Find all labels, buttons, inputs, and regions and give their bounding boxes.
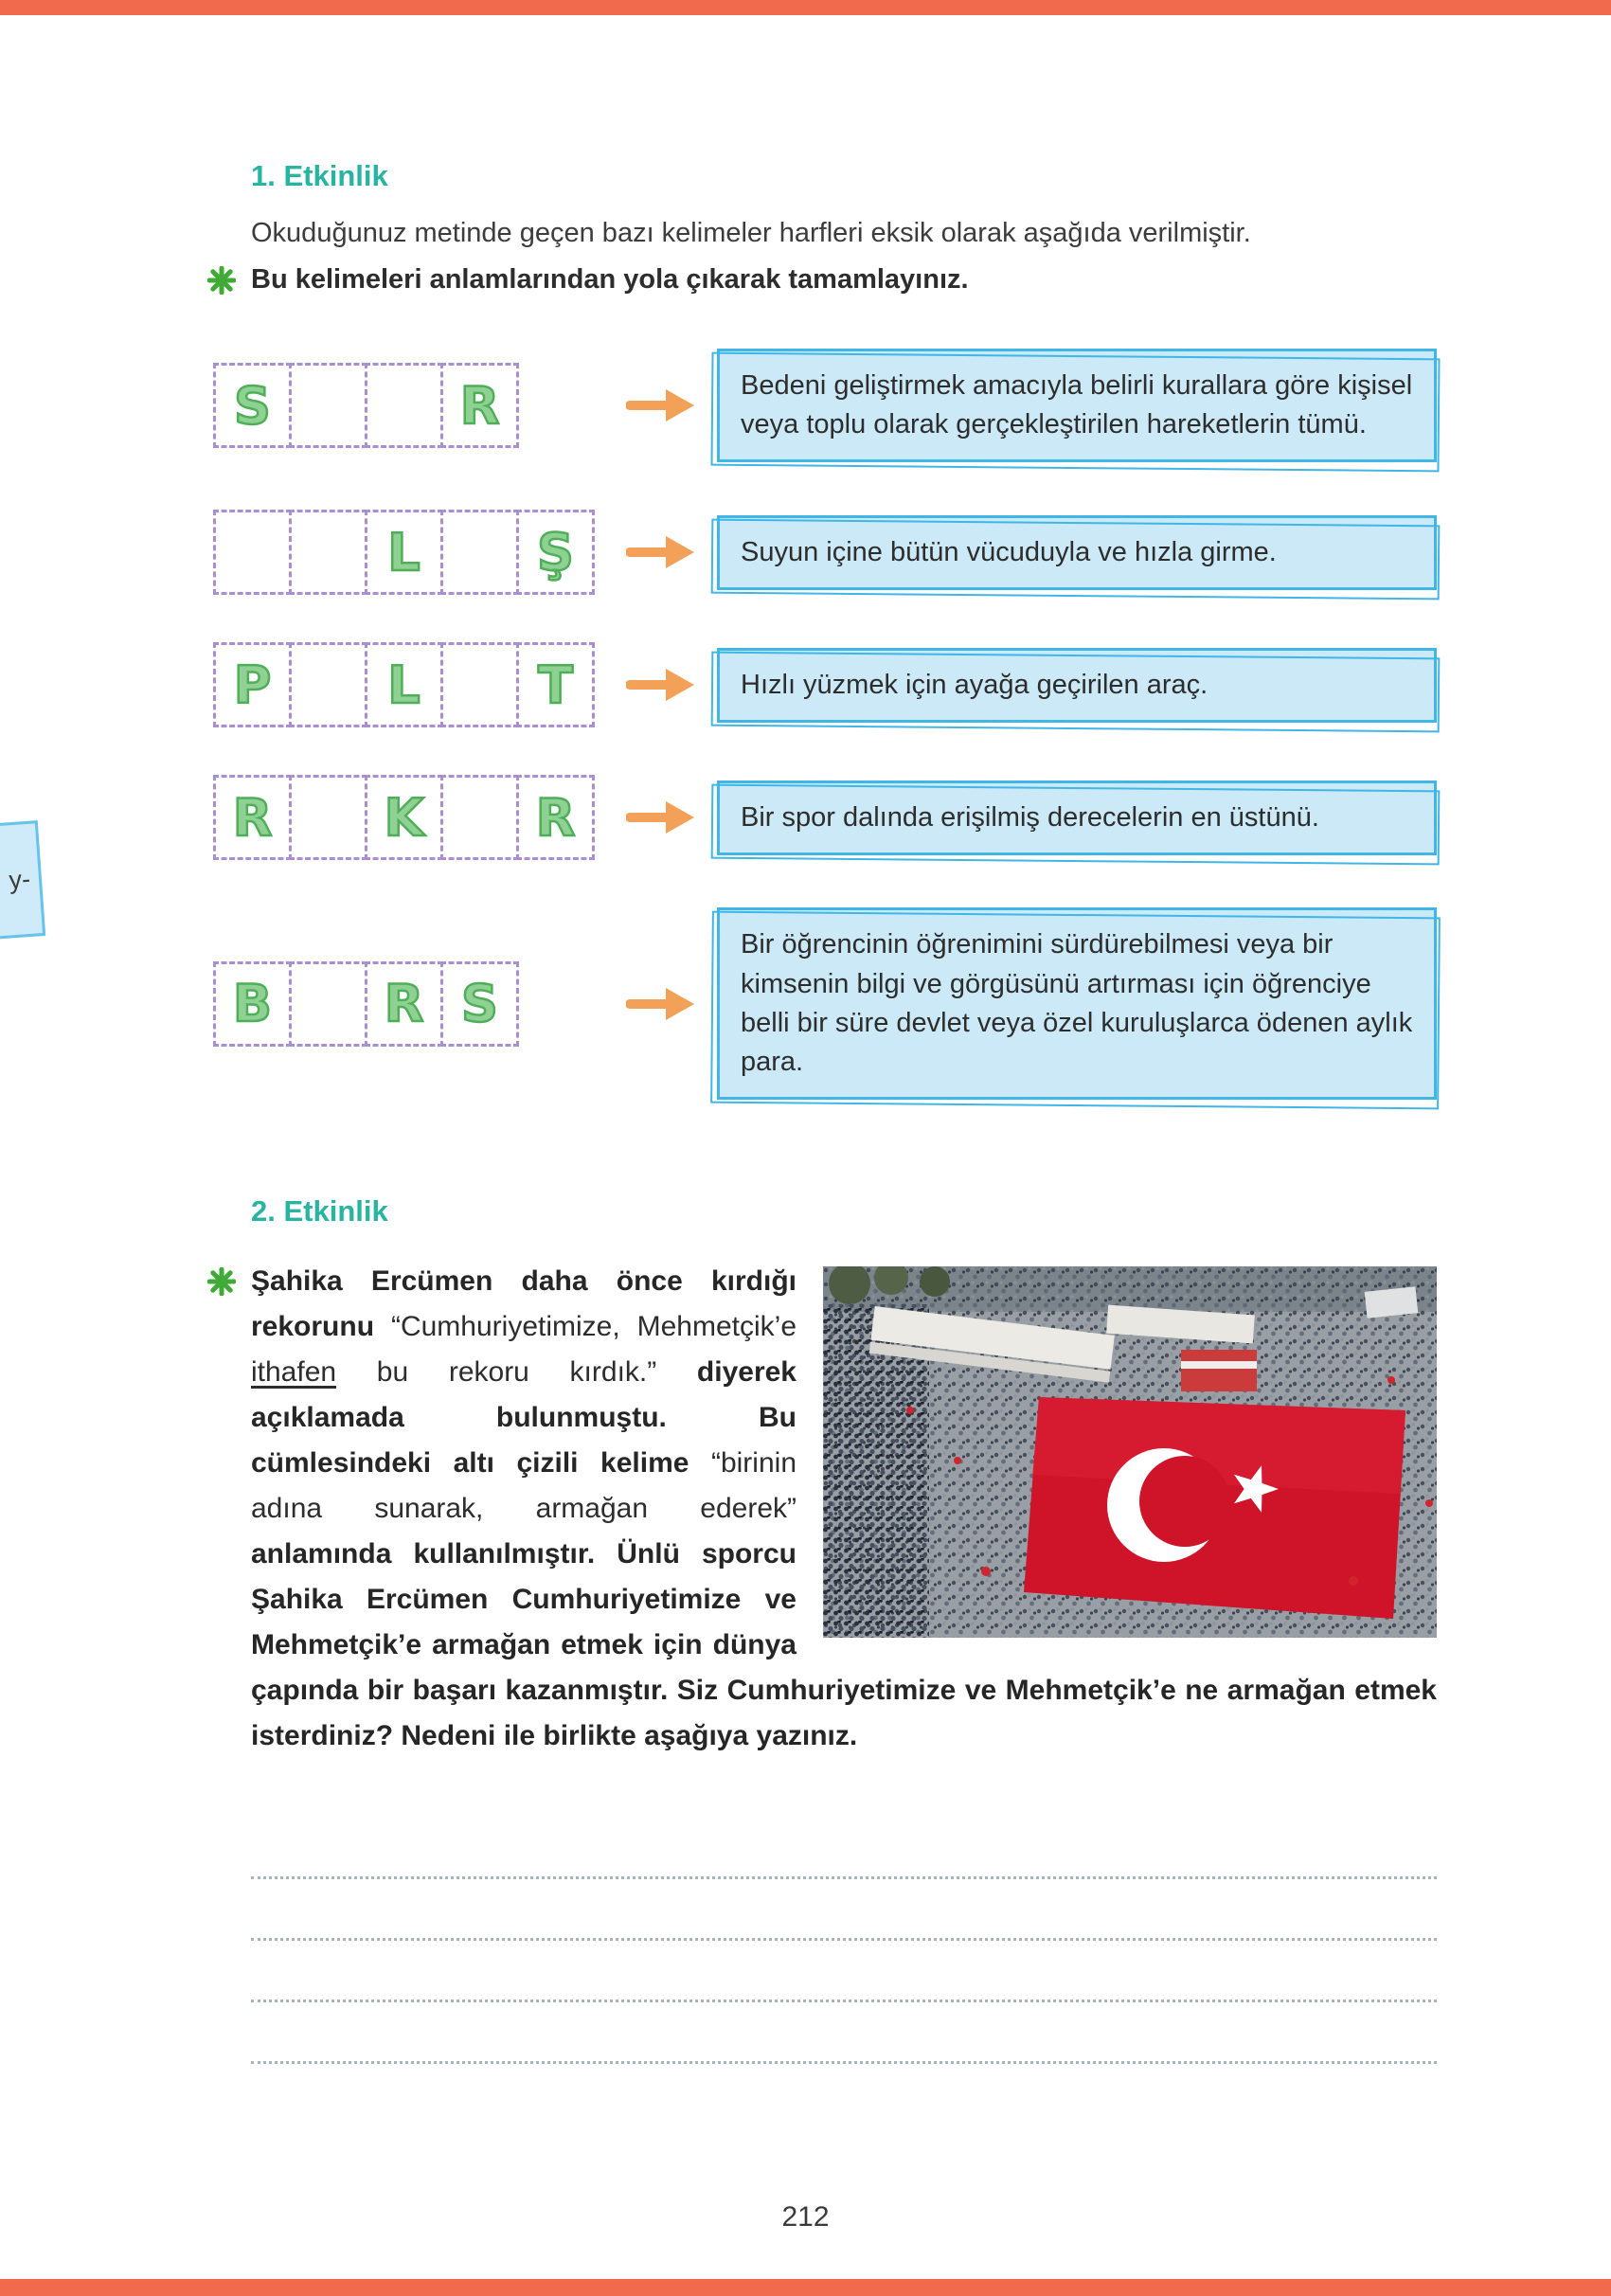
answer-area — [251, 1818, 1437, 2064]
arrow-icon — [626, 982, 696, 1026]
arrow-icon — [626, 530, 696, 574]
paragraph-segment-underlined: ithafen — [251, 1356, 337, 1389]
answer-line[interactable] — [251, 2002, 1437, 2064]
paragraph-segment: “Cumhuriyetimize, Mehmetçik’e — [390, 1311, 797, 1343]
activity2-section — [213, 1194, 1437, 2064]
activity1-intro: Okuduğunuz metinde geçen bazı kelimeler harfleri eksik olarak aşağıda verilmiştir. — [251, 218, 1251, 248]
answer-line[interactable] — [251, 1818, 1437, 1879]
definition-box: Bir öğrencinin öğrenimini sürdürebilmesi veya bir kimsenin bilgi ve görgüsünü artırması için öğrenciye belli bir süre devlet veya özel kuruluşlarca ödenen aylık para. — [717, 907, 1437, 1100]
letter-boxes — [213, 363, 519, 448]
letter-cell-blank[interactable] — [213, 510, 292, 595]
letter-cell-blank[interactable] — [440, 510, 519, 595]
letter-cell: Ş — [516, 510, 595, 595]
letter-cell: L — [365, 510, 443, 595]
letter-boxes — [213, 775, 595, 860]
activity1-title: 1. Etkinlik — [251, 159, 388, 192]
puzzle-row — [213, 775, 1437, 860]
arrow-icon — [626, 663, 696, 707]
page-top-accent-bar — [0, 0, 1611, 15]
letter-boxes — [213, 510, 595, 595]
asterisk-bullet-icon — [207, 1265, 236, 1310]
arrow-icon — [626, 796, 696, 839]
answer-line[interactable] — [251, 1879, 1437, 1941]
letter-cell-blank[interactable] — [440, 642, 519, 727]
puzzle-rows — [213, 349, 1437, 1100]
page-content — [213, 159, 1437, 2064]
side-tab — [0, 820, 45, 940]
letter-cell-blank[interactable] — [289, 363, 367, 448]
letter-cell: R — [365, 961, 443, 1047]
letter-cell-blank[interactable] — [289, 642, 367, 727]
arrow-icon — [626, 384, 696, 427]
paragraph-segment: Şahika Ercümen daha önce kırdığı rekorunu — [251, 1265, 797, 1343]
puzzle-row — [213, 510, 1437, 595]
letter-cell: T — [516, 642, 595, 727]
paragraph-segment: “birinin adına sunarak, armağan ederek” — [251, 1447, 797, 1525]
letter-cell: L — [365, 642, 443, 727]
letter-cell: S — [440, 961, 519, 1047]
letter-cell: K — [365, 775, 443, 860]
puzzle-row — [213, 907, 1437, 1100]
definition-box: Bedeni geliştirmek amacıyla belirli kurallara göre kişisel veya toplu olarak gerçekleştirilen hareketlerin tümü. — [717, 349, 1437, 462]
definition-box: Suyun içine bütün vücuduyla ve hızla girme. — [717, 515, 1437, 590]
asterisk-bullet-icon — [207, 266, 236, 302]
letter-cell-blank[interactable] — [289, 961, 367, 1047]
letter-cell: P — [213, 642, 292, 727]
letter-cell-blank[interactable] — [289, 510, 367, 595]
page-number: 212 — [781, 2201, 830, 2233]
paragraph-segment: diyerek açıklamada bulunmuştu. Bu cümlesindeki altı çizili kelime — [251, 1356, 797, 1480]
letter-cell-blank[interactable] — [289, 775, 367, 860]
activity2-paragraph — [251, 1259, 1437, 1759]
letter-cell: R — [440, 363, 519, 448]
puzzle-row — [213, 349, 1437, 462]
letter-cell: B — [213, 961, 292, 1047]
definition-box: Bir spor dalında erişilmiş derecelerin en üstünü. — [717, 780, 1437, 855]
paragraph-segment: bu rekoru kırdık.” — [336, 1356, 697, 1389]
crowd-turkish-flag-photo — [823, 1266, 1437, 1638]
side-tab-label: y- — [8, 864, 31, 894]
letter-cell: R — [213, 775, 292, 860]
puzzle-row — [213, 642, 1437, 727]
letter-boxes — [213, 961, 519, 1047]
activity1-section — [213, 159, 1437, 1100]
answer-line[interactable] — [251, 1941, 1437, 2002]
page-bottom-accent-bar — [0, 2279, 1611, 2296]
definition-box: Hızlı yüzmek için ayağa geçirilen araç. — [717, 648, 1437, 723]
activity1-instruction-line — [251, 264, 1437, 296]
letter-cell: R — [516, 775, 595, 860]
letter-cell: S — [213, 363, 292, 448]
activity1-instruction: Bu kelimeleri anlamlarından yola çıkarak tamamlayınız. — [251, 264, 969, 295]
letter-boxes — [213, 642, 595, 727]
letter-cell-blank[interactable] — [365, 363, 443, 448]
activity2-title: 2. Etkinlik — [251, 1194, 388, 1229]
paragraph-segment: anlamında kullanılmıştır. Ünlü sporcu Şahika Ercümen Cumhuriyetimize ve Mehmetçik’e armağan etmek için dünya çapında bir başarı kazanmıştır. Siz Cumhuriyetimize ve Mehmetçik’e ne armağan etmek isterdiniz? Nedeni ile birlikte aşağıya yazınız. — [251, 1538, 1437, 1752]
letter-cell-blank[interactable] — [440, 775, 519, 860]
